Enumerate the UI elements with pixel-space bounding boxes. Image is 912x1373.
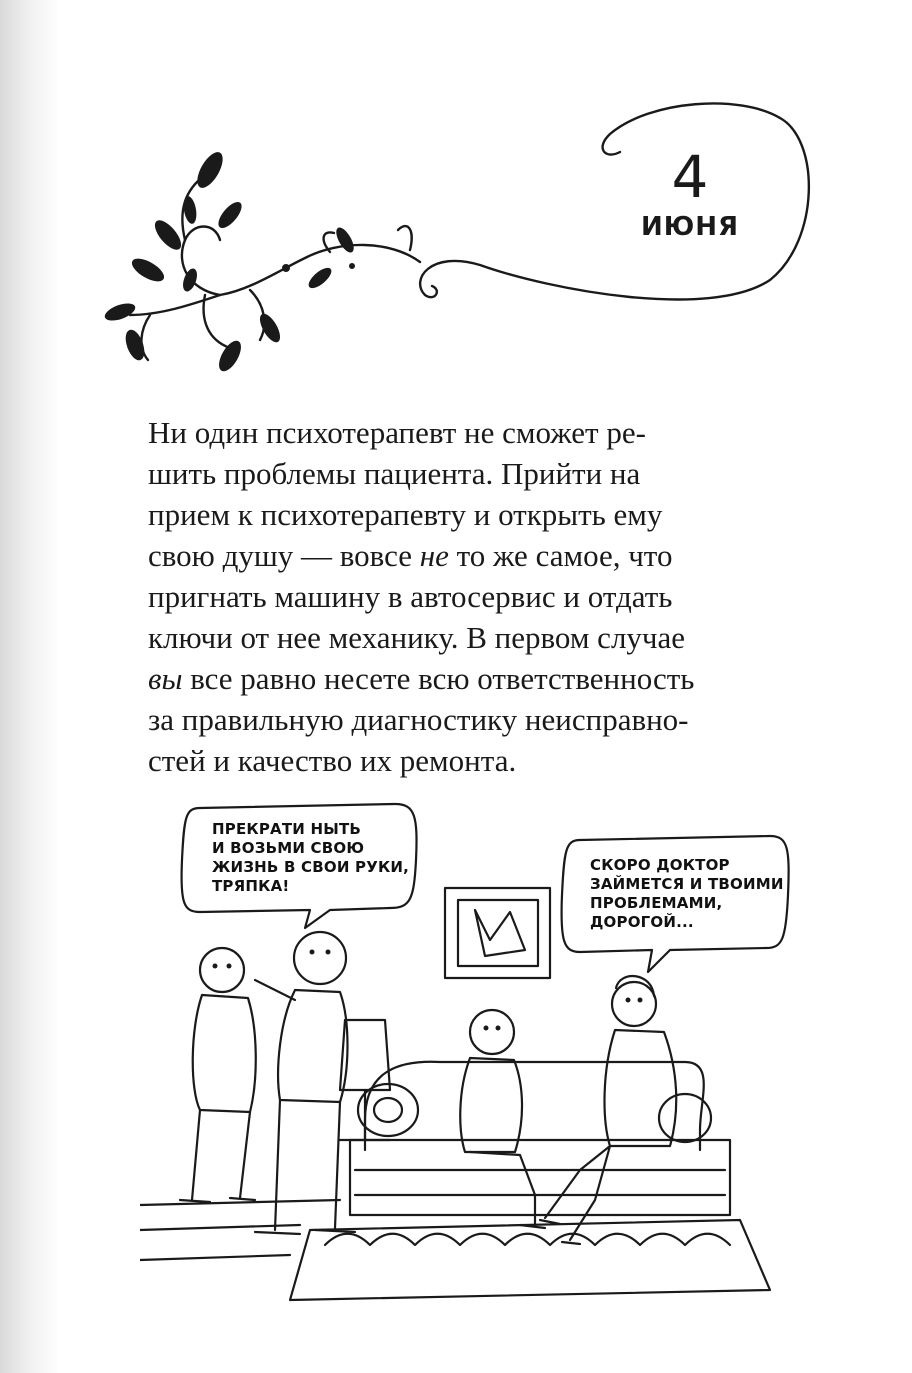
speech-line: И ВОЗЬМИ СВОЮ [212, 839, 365, 857]
paragraph-line: Ни один психотерапевт не сможет ре- [148, 415, 646, 450]
paragraph-line: вы все равно несете всю ответственность [148, 661, 695, 696]
speech-line: СКОРО ДОКТОР [590, 856, 730, 874]
paragraph-line: ключи от нее механику. В первом случае [148, 620, 686, 655]
speech-text-left [212, 820, 409, 896]
page-edge-shadow [0, 0, 60, 1373]
emphasis-vy: вы [148, 661, 183, 696]
paragraph-line: прием к психотерапевту и открыть ему [148, 497, 663, 532]
speech-line: ТРЯПКА! [212, 877, 290, 895]
main-paragraph [148, 412, 788, 781]
speech-line: ПРОБЛЕМАМИ, [590, 894, 723, 912]
speech-line: ПРЕКРАТИ НЫТЬ [212, 820, 362, 838]
paragraph-line: шить проблемы пациента. Прийти на [148, 456, 641, 491]
speech-text-right [590, 856, 784, 932]
paragraph-line: за правильную диагностику неисправно- [148, 702, 689, 737]
date-day: 4 [671, 143, 709, 211]
paragraph-line: стей и качество их ремонта. [148, 743, 517, 778]
speech-line: ДОРОГОЙ... [590, 913, 694, 931]
emphasis-ne: не [419, 538, 449, 573]
paragraph-line: свою душу — вовсе не то же самое, что [148, 538, 673, 573]
speech-line: ЖИЗНЬ В СВОИ РУКИ, [212, 858, 410, 876]
paragraph-line: пригнать машину в автосервис и отдать [148, 579, 673, 614]
speech-line: ЗАЙМЕТСЯ И ТВОИМИ [590, 875, 784, 893]
date-month: ИЮНЯ [640, 212, 740, 242]
